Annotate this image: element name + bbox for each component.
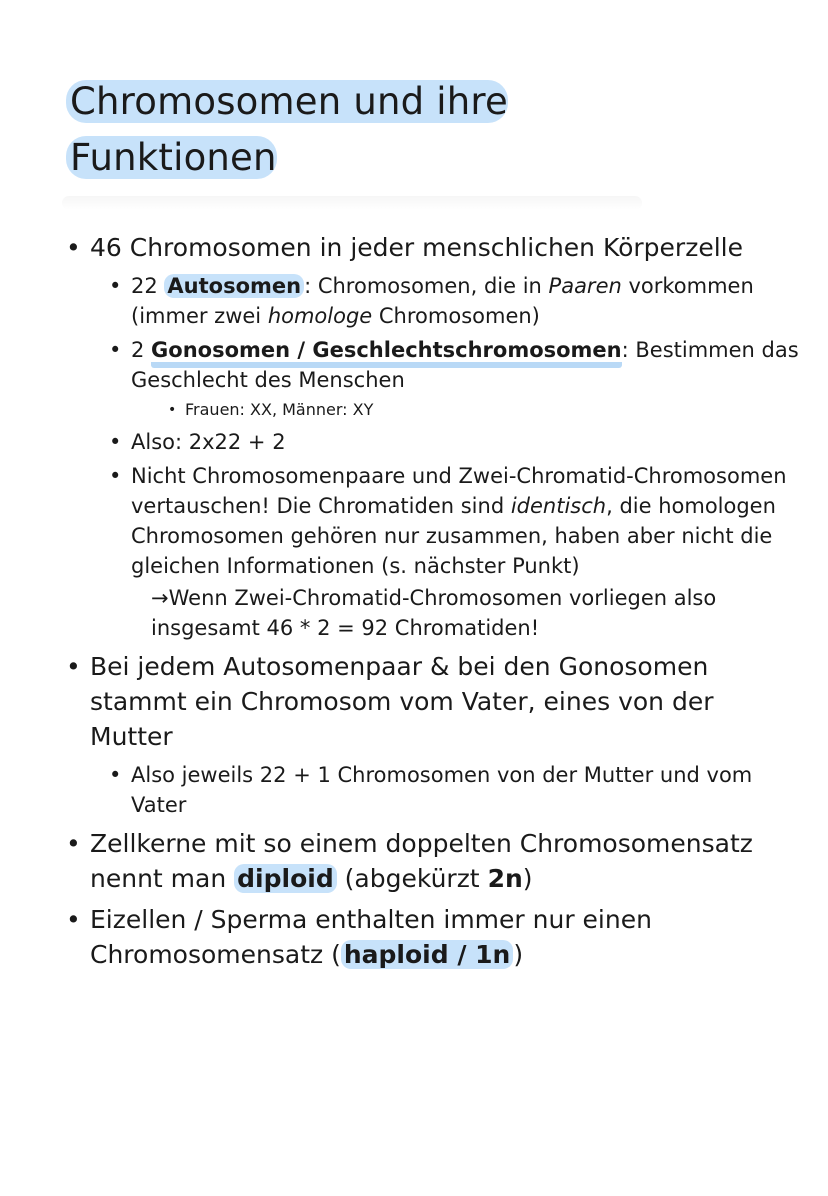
- bullet-chromosome-count: [62, 230, 802, 643]
- bullet-text: Bei jedem Autosomenpaar & bei den Gonosomen stammt ein Chromosom vom Vater, eines von der Mutter: [90, 652, 714, 751]
- sub-sub-list: [131, 397, 802, 423]
- title-line-1: Chromosomen und ihre: [66, 80, 508, 123]
- bullet-diploid: [62, 826, 802, 896]
- arrow-note-text: Wenn Zwei-Chromatid-Chromosomen vorliegen also insgesamt 46 * 2 = 92 Chromatiden!: [151, 586, 717, 640]
- text-fragment: ): [513, 940, 524, 969]
- text-fragment: Nicht Chromosomenpaare und Zwei-Chromatid-Chromosomen vertauschen! Die Chromatiden sind: [131, 464, 787, 518]
- sub-bullet-gonosomen: [90, 335, 802, 423]
- text-fragment: ): [522, 864, 533, 893]
- text-fragment: Chromosomen): [372, 304, 540, 328]
- term-gonosomen: Gonosomen / Geschlechtschromosomen: [151, 338, 622, 368]
- text-fragment: Zellkerne mit so einem doppelten Chromosomensatz nennt man: [90, 829, 753, 893]
- term-autosomen: Autosomen: [164, 274, 304, 298]
- bullet-text: 46 Chromosomen in jeder menschlichen Körperzelle: [90, 233, 743, 262]
- text-fragment: vorkommen (immer zwei: [131, 274, 754, 328]
- sub-list: [90, 271, 802, 643]
- bullet-haploid: [62, 902, 802, 972]
- text-fragment: , die homologen Chromosomen gehören nur zusammen, haben aber nicht die gleichen Informationen (s. nächster Punkt): [131, 494, 776, 578]
- text-fragment: (abgekürzt: [336, 864, 488, 893]
- bullet-parent-origin: [62, 649, 802, 820]
- sub-list: [90, 760, 802, 820]
- arrow-icon: →: [151, 586, 169, 610]
- emphasis-identisch: identisch: [510, 494, 607, 518]
- title-divider: [62, 196, 642, 210]
- term-diploid: diploid: [234, 864, 337, 893]
- notes-content: [62, 230, 802, 978]
- term-haploid: haploid / 1n: [341, 940, 514, 969]
- sub-bullet-per-parent: • Also jeweils 22 + 1 Chromosomen von der Mutter und vom Vater: [90, 760, 802, 820]
- sub-bullet-formula: • Also: 2x22 + 2: [90, 427, 802, 457]
- sub-bullet-warning: [90, 461, 802, 643]
- arrow-note: [131, 583, 802, 643]
- sub-sub-bullet-sex-chromosomes: • Frauen: XX, Männer: XY: [131, 397, 802, 423]
- title-line-2: Funktionen: [66, 136, 277, 179]
- text-fragment: 22: [131, 274, 165, 298]
- sub-bullet-autosomen: [90, 271, 802, 331]
- emphasis-paaren: Paaren: [548, 274, 622, 298]
- emphasis-homologe: homologe: [267, 304, 373, 328]
- text-fragment: : Bestimmen das Geschlecht des Menschen: [131, 338, 799, 392]
- text-fragment: 2: [131, 338, 152, 362]
- main-list: [62, 230, 802, 972]
- text-fragment: Eizellen / Sperma enthalten immer nur einen Chromosomensatz (: [90, 905, 652, 969]
- term-2n: 2n: [487, 864, 523, 893]
- page-title: [66, 74, 508, 186]
- text-fragment: : Chromosomen, die in: [304, 274, 549, 298]
